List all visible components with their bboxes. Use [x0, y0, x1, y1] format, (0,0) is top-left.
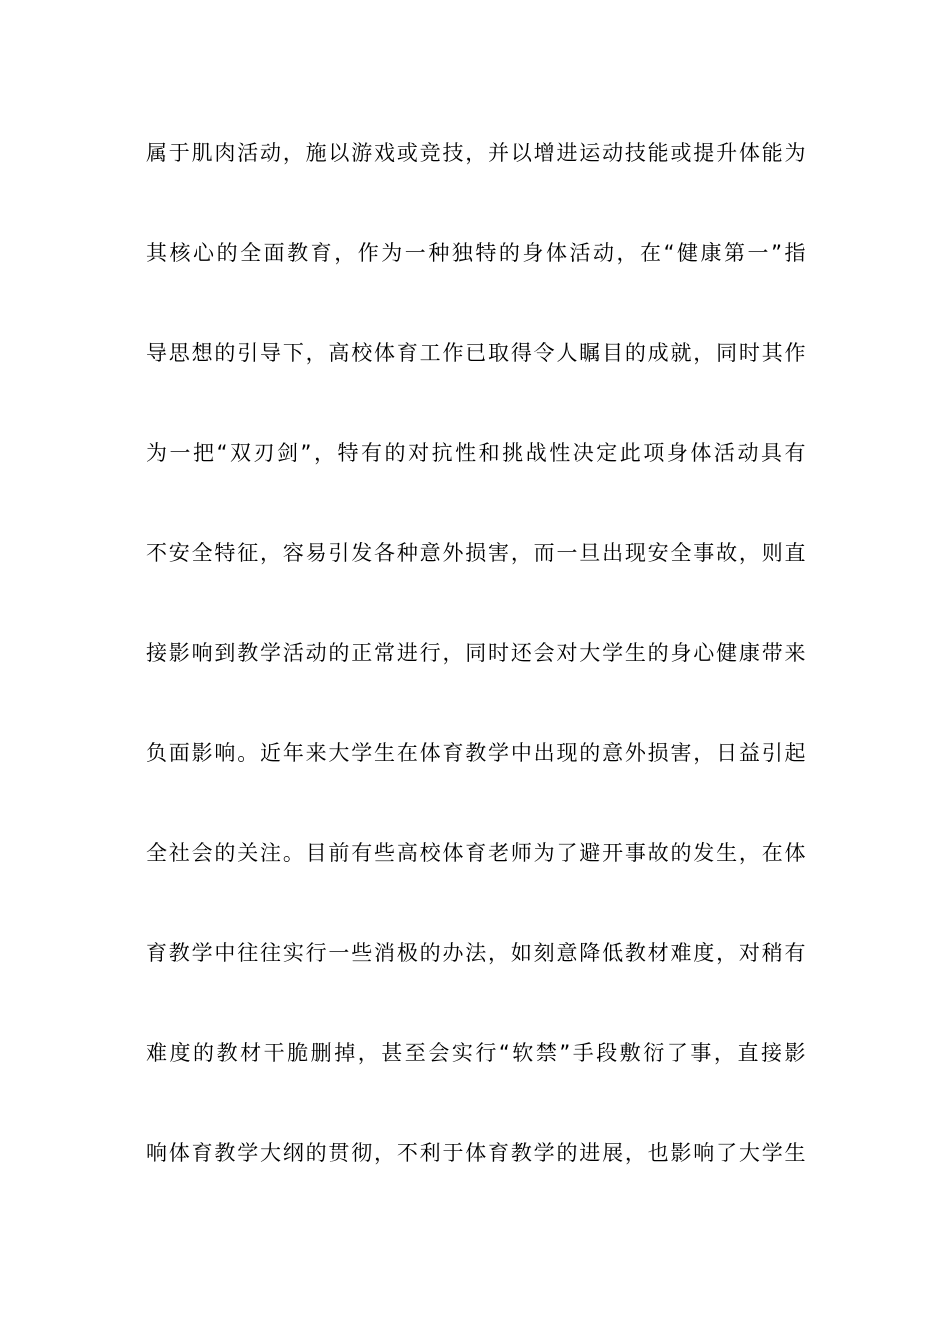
text-line-1: 属于肌肉活动，施以游戏或竞技，并以增进运动技能或提升体能为: [146, 141, 806, 165]
text-line-9: 育教学中往往实行一些消极的办法，如刻意降低教材难度，对稍有: [146, 941, 806, 965]
text-line-6: 接影响到教学活动的正常进行，同时还会对大学生的身心健康带来: [146, 641, 806, 665]
body-paragraph: [146, 131, 806, 1231]
text-line-2: 其核心的全面教育，作为一种独特的身体活动，在“健康第一”指: [146, 241, 806, 265]
text-line-7: 负面影响。近年来大学生在体育教学中出现的意外损害，日益引起: [146, 741, 806, 765]
text-line-3: 导思想的引导下，高校体育工作已取得令人瞩目的成就，同时其作: [146, 341, 806, 365]
text-line-5: 不安全特征，容易引发各种意外损害，而一旦出现安全事故，则直: [146, 541, 806, 565]
text-line-4: 为一把“双刃剑”，特有的对抗性和挑战性决定此项身体活动具有: [146, 441, 806, 465]
text-line-8: 全社会的关注。目前有些高校体育老师为了避开事故的发生，在体: [146, 841, 806, 865]
text-line-10: 难度的教材干脆删掉，甚至会实行“软禁”手段敷衍了事，直接影: [146, 1041, 806, 1065]
text-line-11: 响体育教学大纲的贯彻，不利于体育教学的进展，也影响了大学生: [146, 1141, 806, 1165]
